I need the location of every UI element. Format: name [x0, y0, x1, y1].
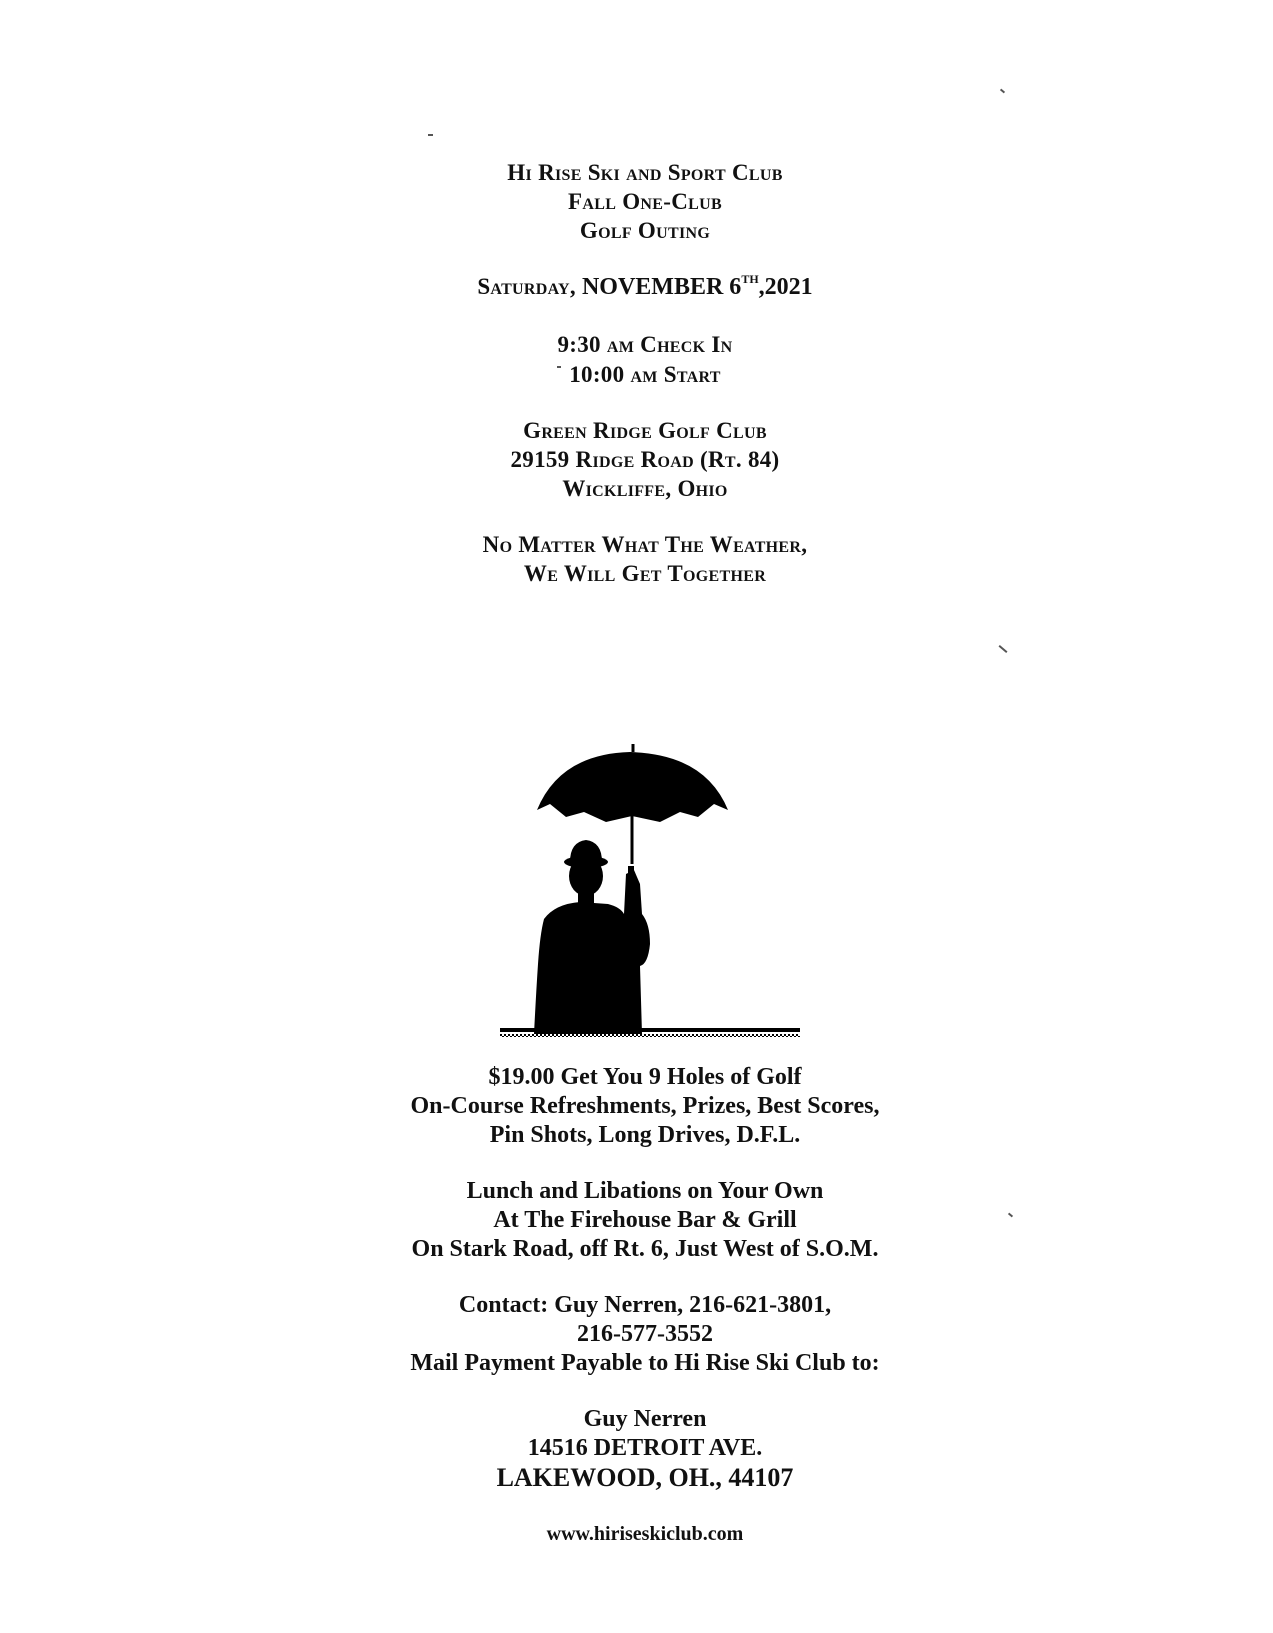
motto-line-2: We Will Get Together — [523, 561, 767, 586]
venue-city: Wickliffe, Ohio — [562, 476, 728, 501]
mailing-city: LAKEWOOD, OH., 44107 — [496, 1463, 794, 1492]
scan-speck — [1000, 89, 1005, 94]
venue-street: 29159 Ridge Road (Rt. 84) — [510, 447, 780, 472]
event-name: Fall One-Club — [568, 189, 722, 214]
lunch-line-2: At The Firehouse Bar & Grill — [493, 1207, 797, 1233]
date-month-day: NOVEMBER 6 — [581, 274, 742, 300]
pricing-line-2: On-Course Refreshments, Prizes, Best Scores, — [410, 1093, 880, 1119]
date-year: ,2021 — [758, 274, 813, 300]
scan-speck — [428, 134, 433, 136]
contact-line-1: Contact: Guy Nerren, 216-621-3801, — [458, 1292, 832, 1318]
club-name: Hi Rise Ski and Sport Club — [507, 160, 783, 185]
event-type: Golf Outing — [579, 218, 711, 243]
event-date — [0, 274, 1273, 301]
motto-line-1: No Matter What The Weather, — [482, 532, 808, 557]
mailing-name: Guy Nerren — [583, 1406, 707, 1432]
contact-line-3: Mail Payment Payable to Hi Rise Ski Club to: — [410, 1350, 880, 1376]
lunch-line-1: Lunch and Libations on Your Own — [466, 1178, 824, 1204]
pricing-line-3: Pin Shots, Long Drives, D.F.L. — [489, 1122, 801, 1148]
start-time: 10:00 am Start — [569, 362, 721, 387]
man-with-umbrella-in-rain-icon — [500, 614, 800, 1064]
venue-name: Green Ridge Golf Club — [523, 418, 767, 443]
pricing-line-1: $19.00 Get You 9 Holes of Golf — [488, 1064, 802, 1090]
date-weekday: Saturday, — [477, 274, 582, 299]
lunch-line-3: On Stark Road, off Rt. 6, Just West of S.O.M. — [411, 1236, 879, 1262]
scan-speck — [999, 645, 1008, 653]
contact-line-2: 216-577-3552 — [577, 1321, 713, 1347]
umbrella — [537, 744, 728, 864]
check-in-time: 9:30 am Check In — [557, 332, 733, 357]
date-ordinal: TH — [741, 272, 759, 286]
man-silhouette — [534, 840, 650, 1034]
mailing-street: 14516 DETROIT AVE. — [527, 1435, 763, 1461]
website-link[interactable]: www.hiriseskiclub.com — [546, 1523, 744, 1545]
rain-cloud — [500, 614, 800, 754]
